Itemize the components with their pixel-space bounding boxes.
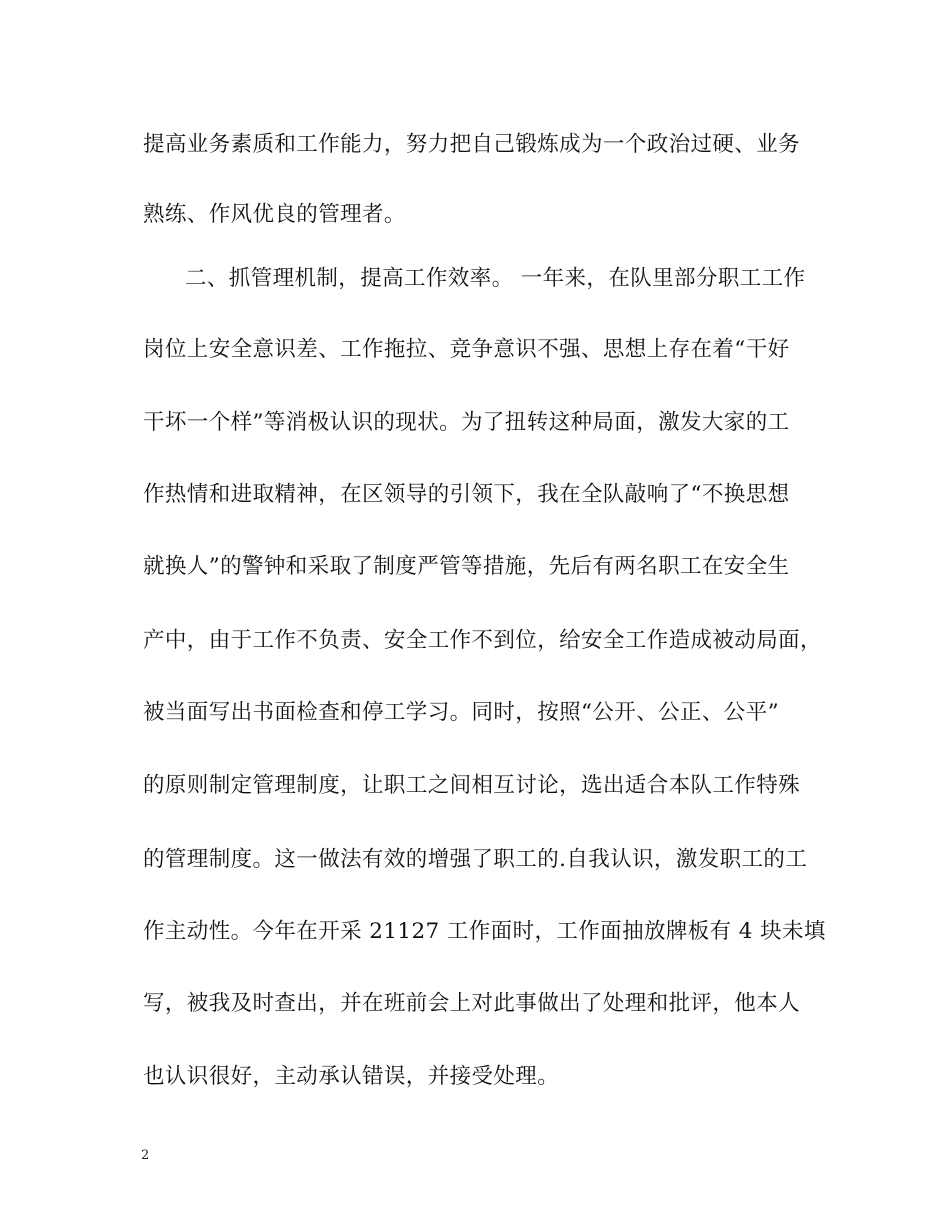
body-text-line: 被当面写出书面检查和停工学习。同时，按照“公开、公正、公平” — [143, 700, 779, 725]
body-text-line: 的管理制度。这一做法有效的增强了职工的.自我认识，激发职工的工 — [143, 847, 808, 872]
body-text-line: 就换人”的警钟和采取了制度严管等措施，先后有两名职工在安全生 — [143, 554, 790, 579]
body-text-line: 干坏一个样”等消极认识的现状。为了扭转这种局面，激发大家的工 — [143, 410, 790, 435]
body-text-line: 熟练、作风优良的管理者。 — [143, 202, 406, 227]
body-text-line: 作热情和进取精神，在区领导的引领下，我在全队敲响了“不换思想 — [143, 482, 790, 507]
body-text-line: 的原则制定管理制度，让职工之间相互讨论，选出适合本队工作特殊 — [143, 773, 801, 798]
body-text-line: 产中，由于工作不负责、安全工作不到位，给安全工作造成被动局面， — [143, 628, 822, 653]
body-text-line: 提高业务素质和工作能力，努力把自己锻炼成为一个政治过硬、业务 — [143, 132, 801, 157]
body-text-line: 写，被我及时查出，并在班前会上对此事做出了处理和批评，他本人 — [143, 991, 801, 1016]
page-number: 2 — [141, 1148, 150, 1163]
body-text-line: 岗位上安全意识差、工作拖拉、竞争意识不强、思想上存在着“干好 — [143, 337, 790, 362]
body-text-line: 也认识很好，主动承认错误，并接受处理。 — [143, 1064, 560, 1089]
section-heading-line: 二、抓管理机制，提高工作效率。 一年来，在队里部分职工工作 — [185, 266, 806, 291]
body-text-line: 作主动性。今年在开采 21127 工作面时，工作面抽放牌板有 4 块未填 — [143, 919, 826, 944]
